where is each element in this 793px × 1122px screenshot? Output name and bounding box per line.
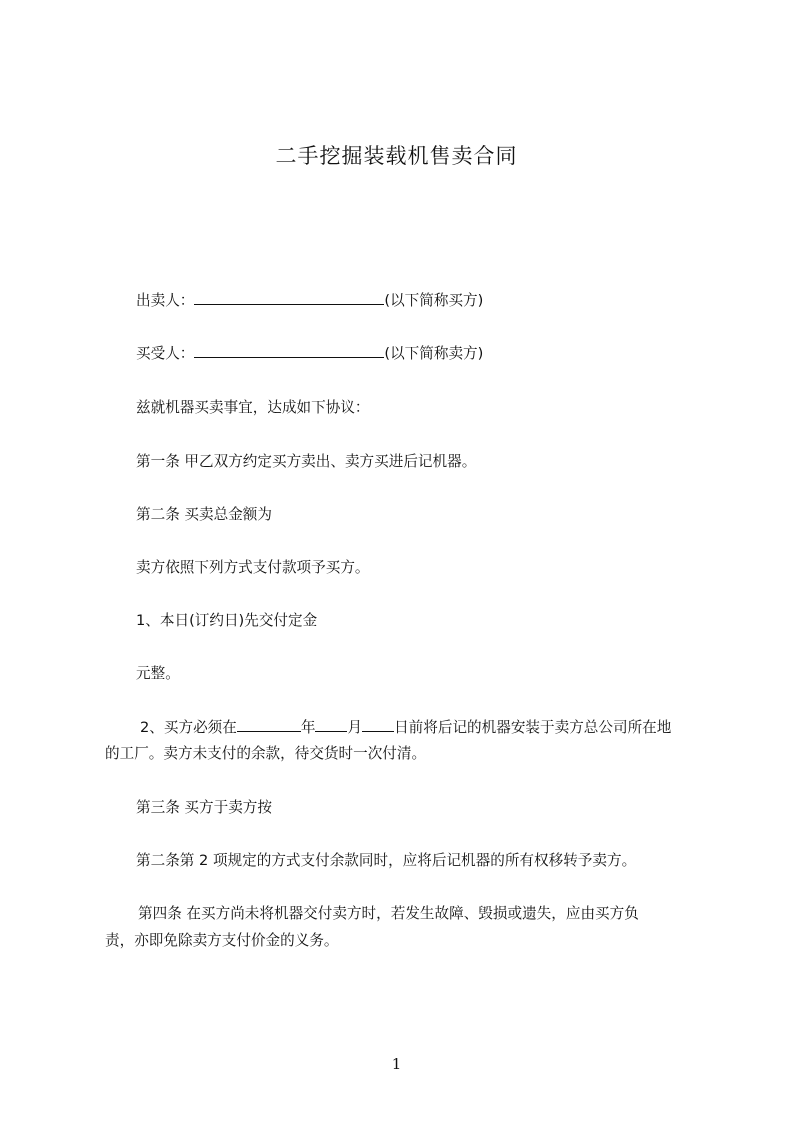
intro-paragraph: 兹就机器买卖事宜，达成如下协议： xyxy=(136,399,370,416)
article-2: 第二条 买卖总金额为 xyxy=(136,506,272,523)
document-title: 二手挖掘装载机售卖合同 xyxy=(275,144,518,168)
seller-line xyxy=(136,285,483,316)
buyer-line xyxy=(136,338,483,369)
item-2-month-label: 月 xyxy=(347,719,363,736)
buyer-suffix: (以下简称卖方) xyxy=(384,345,484,362)
article-3: 第三条 买方于卖方按 xyxy=(136,799,272,816)
item-2-rest: 日前将后记的机器安装于卖方总公司所在地 xyxy=(394,719,672,736)
article-1: 第一条 甲乙双方约定买方卖出、卖方买进后记机器。 xyxy=(136,453,477,470)
article-4-line-2: 责，亦即免除卖方支付价金的义务。 xyxy=(105,932,339,949)
buyer-label: 买受人： xyxy=(136,345,195,362)
seller-name-blank[interactable] xyxy=(194,289,384,305)
delivery-month-blank[interactable] xyxy=(315,716,347,732)
delivery-year-blank[interactable] xyxy=(237,716,301,732)
page-number: 1 xyxy=(391,1055,402,1073)
article-3-continuation: 第二条第 2 项规定的方式支付余款同时，应将后记机器的所有权移转予卖方。 xyxy=(136,852,637,869)
item-2-year-label: 年 xyxy=(300,719,316,736)
seller-label: 出卖人： xyxy=(136,292,195,309)
buyer-name-blank[interactable] xyxy=(194,342,384,358)
item-1: 1、本日(订约日)先交付定金 xyxy=(136,612,318,629)
article-4-line-1: 第四条 在买方尚未将机器交付卖方时，若发生故障、毁损或遗失，应由买方负 xyxy=(138,905,639,922)
item-1-continuation: 元整。 xyxy=(136,665,180,682)
item-2-prefix: 2、买方必须在 xyxy=(140,719,237,736)
item-2-line-2: 的工厂。卖方未支付的余款，待交货时一次付清。 xyxy=(105,745,427,762)
seller-suffix: (以下简称买方) xyxy=(384,292,484,309)
payment-method-paragraph: 卖方依照下列方式支付款项予买方。 xyxy=(136,559,370,576)
delivery-day-blank[interactable] xyxy=(362,716,394,732)
